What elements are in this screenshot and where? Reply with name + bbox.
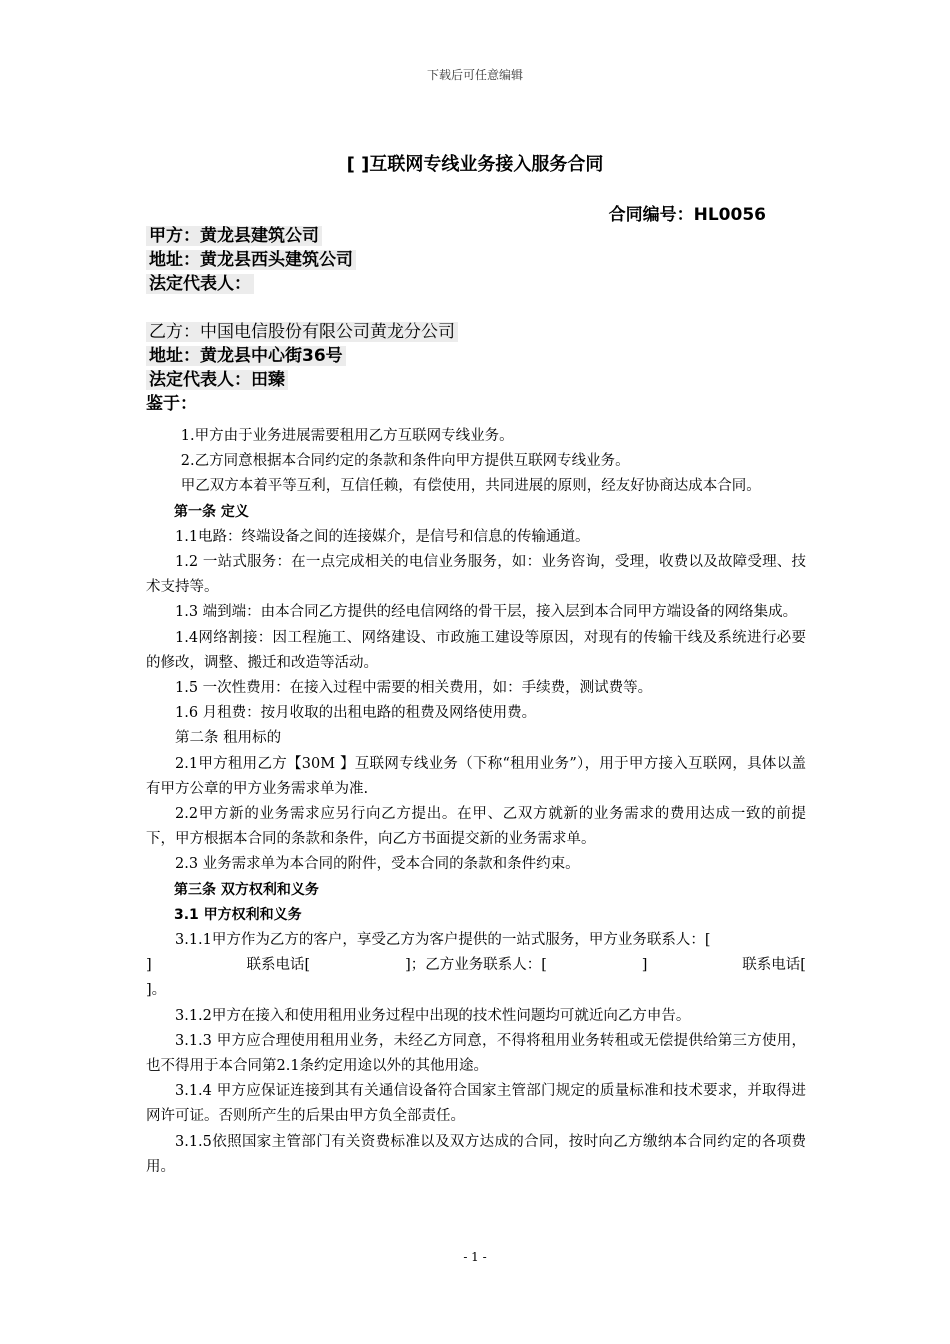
clause-3-1-2: 3.1.2甲方在接入和使用租用业务过程中出现的技术性问题均可就近向乙方申告。: [175, 1007, 691, 1024]
party-b-name: 乙方：中国电信股份有限公司黄龙分公司: [146, 322, 458, 342]
clause-3-1-1: 3.1.1甲方作为乙方的客户，享受乙方为客户提供的一站式服务，甲方业务联系人：[: [175, 932, 711, 949]
whereas-item-1: 1.甲方由于业务进展需要租用乙方互联网专线业务。: [180, 428, 514, 444]
clause-3-1-1-contact-line: [146, 953, 806, 978]
clause-2-2: 2.2甲方新的业务需求应另行向乙方提出。在甲、乙双方就新的业务需求的费用达成一致的前提下，甲方根据本合同的条款和条件，向乙方书面提交新的业务需求单。: [146, 806, 806, 848]
whereas-heading: 鉴于：: [146, 394, 197, 414]
article-1-heading: 第一条 定义: [174, 503, 249, 520]
page-header-note: 下载后可任意编辑: [426, 68, 523, 82]
party-a-rep: 法定代表人：: [146, 274, 254, 294]
definition-1-6: 1.6 月租费：按月收取的出租电路的租费及网络使用费。: [175, 705, 537, 722]
party-a-name: 甲方：黄龙县建筑公司: [146, 226, 322, 246]
party-b-block: [146, 320, 458, 416]
article-3-heading: 第三条 双方权利和义务: [174, 881, 319, 898]
whereas-item-2: 2.乙方同意根据本合同约定的条款和条件向甲方提供互联网专线业务。: [180, 453, 630, 470]
blank-bracket-close: ]: [146, 957, 152, 974]
party-b-rep: 法定代表人：田臻: [146, 370, 288, 390]
party-a-phone-label: 联系电话[: [246, 957, 311, 974]
blank-bracket-close: ]: [641, 957, 648, 974]
article-2-heading: 第二条 租用标的: [175, 730, 282, 747]
section-3-1-heading: 3.1 甲方权利和义务: [174, 906, 302, 923]
clause-3-1-5: 3.1.5依照国家主管部门有关资费标准以及双方达成的合同，按时向乙方缴纳本合同约定的各项费用。: [146, 1133, 806, 1175]
party-a-address: 地址：黄龙县西头建筑公司: [146, 250, 356, 270]
definition-1-2: 1.2 一站式服务：在一点完成相关的电信业务服务，如：业务咨询，受理，收费以及故障受理、技术支持等。: [146, 554, 806, 596]
clause-2-3: 2.3 业务需求单为本合同的附件，受本合同的条款和条件约束。: [175, 856, 580, 873]
clause-3-1-4: 3.1.4 甲方应保证连接到其有关通信设备符合国家主管部门规定的质量标准和技术要求，并取得进网许可证。否则所产生的后果由甲方负全部责任。: [146, 1083, 806, 1125]
document-title: [ ]互联网专线业务接入服务合同: [346, 154, 604, 175]
party-b-address: 地址：黄龙县中心街36号: [146, 346, 346, 366]
contract-number: 合同编号：HL0056: [608, 205, 766, 225]
contract-body: [146, 424, 806, 1180]
page-number: - 1 -: [463, 1250, 487, 1264]
clause-2-1: 2.1甲方租用乙方【30M 】互联网专线业务（下称“租用业务”），用于甲方接入互联网，具体以盖有甲方公章的甲方业务需求单为准.: [146, 755, 806, 797]
clause-3-1-3: 3.1.3 甲方应合理使用租用业务，未经乙方同意，不得将租用业务转租或无偿提供给第三方使用，也不得用于本合同第2.1条约定用途以外的其他用途。: [146, 1032, 806, 1075]
definition-1-3: 1.3 端到端：由本合同乙方提供的经电信网络的骨干层，接入层到本合同甲方端设备的网络集成。: [175, 604, 798, 621]
whereas-principle: 甲乙双方本着平等互利，互信任赖，有偿使用，共同进展的原则，经友好协商达成本合同。: [180, 478, 761, 495]
definition-1-5: 1.5 一次性费用：在接入过程中需要的相关费用，如：手续费，测试费等。: [175, 680, 653, 697]
party-b-phone-label: 联系电话[: [742, 957, 806, 974]
definition-1-1: 1.1电路：终端设备之间的连接媒介，是信号和信息的传输通道。: [175, 528, 590, 545]
definition-1-4: 1.4网络割接：因工程施工、网络建设、市政施工建设等原因，对现有的传输干线及系统进行必要的修改，调整、搬迁和改造等活动。: [146, 629, 806, 671]
clause-3-1-1-end: ]。: [146, 982, 167, 999]
party-b-contact-label: ]；乙方业务联系人：[: [405, 957, 547, 974]
party-a-block: [146, 224, 356, 296]
